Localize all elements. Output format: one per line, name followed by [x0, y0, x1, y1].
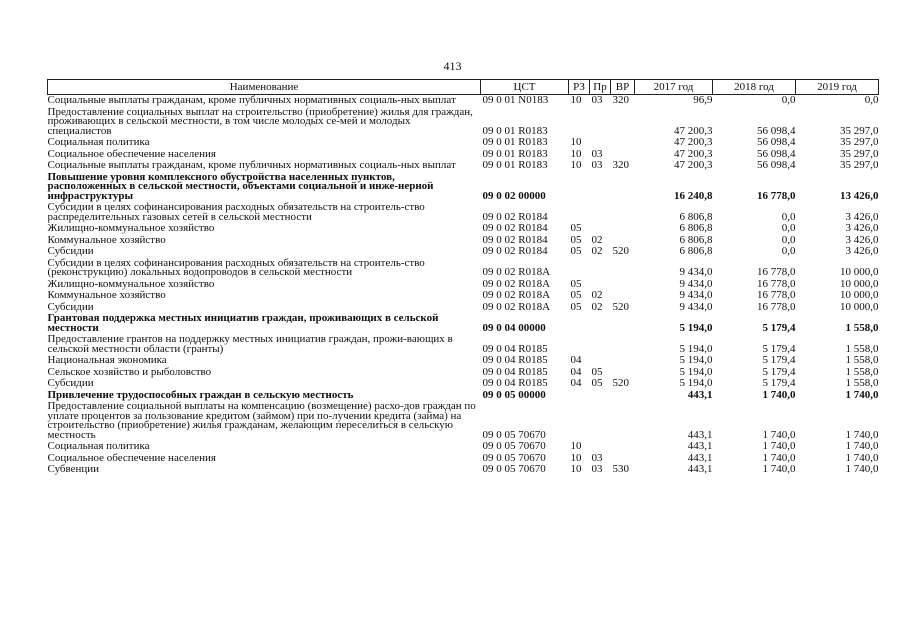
row-2019: 35 297,0 [840, 124, 879, 137]
row-pr: 03 [591, 147, 603, 160]
row-pr: 05 [591, 365, 603, 378]
row-2019: 1 740,0 [845, 451, 879, 464]
row-2019: 3 426,0 [845, 210, 879, 223]
row-pr [590, 258, 611, 279]
row-cst: 09 0 04 R0185 [482, 365, 548, 378]
row-2017: 443,1 [687, 463, 713, 475]
row-2019: 1 558,0 [845, 365, 879, 378]
row-pr [590, 172, 611, 203]
row-pr: 03 [591, 451, 603, 464]
row-2017: 9 434,0 [679, 266, 713, 278]
row-2017: 5 194,0 [679, 342, 713, 355]
row-name: Субсидии в целях софинансирования расходных обязательств на строитель-ство (реконструкцию) локальных водопроводов в сельской местности [47, 256, 425, 278]
row-cst: 09 0 01 R0183 [482, 159, 548, 171]
row-2018: 16 778,0 [757, 266, 796, 278]
row-2017: 443,1 [687, 388, 713, 401]
row-2017: 5 194,0 [679, 354, 713, 366]
row-2018: 1 740,0 [762, 428, 796, 441]
table-row [48, 95, 879, 107]
row-2019: 3 426,0 [845, 222, 879, 234]
row-vr [611, 107, 635, 138]
budget-table [47, 79, 879, 476]
row-2019: 35 297,0 [840, 136, 879, 148]
row-2018: 0,0 [781, 210, 796, 223]
row-vr [611, 313, 635, 334]
table-row [48, 313, 879, 334]
row-2017: 6 806,8 [679, 245, 713, 257]
row-name: Субсидии [47, 377, 94, 389]
row-cst: 09 0 02 R018A [482, 300, 551, 313]
row-2017: 9 434,0 [679, 289, 713, 301]
row-cst: 09 0 05 70670 [482, 451, 546, 464]
table-row [48, 258, 879, 279]
table-row [48, 107, 879, 138]
row-cst: 09 0 02 R018A [482, 289, 551, 301]
row-cst: 09 0 01 R0183 [482, 147, 548, 160]
row-name: Субсидии [47, 245, 94, 257]
table-row [48, 334, 879, 355]
row-cst: 09 0 02 R0184 [482, 222, 548, 234]
row-2019: 1 740,0 [845, 440, 879, 452]
row-2018: 0,0 [781, 94, 796, 106]
row-2019: 1 740,0 [845, 428, 879, 441]
row-2019: 1 558,0 [845, 354, 879, 366]
row-rz [569, 334, 590, 355]
row-2018: 1 740,0 [762, 463, 796, 475]
table-row [48, 235, 879, 247]
table-header-row [48, 80, 879, 95]
table-row [48, 202, 879, 223]
row-2017: 6 806,8 [679, 210, 713, 223]
row-2019: 3 426,0 [845, 245, 879, 257]
row-rz: 05 [570, 245, 582, 257]
header-pr: Пр [590, 80, 611, 95]
row-name: Субвенции [47, 463, 100, 475]
row-vr [611, 172, 635, 203]
table-row [48, 367, 879, 379]
row-vr: 520 [612, 245, 629, 257]
row-pr: 03 [591, 94, 603, 106]
row-rz: 05 [570, 222, 582, 234]
header-2018: 2018 год [713, 80, 796, 95]
row-2018: 5 179,4 [762, 377, 796, 389]
row-pr [590, 107, 611, 138]
row-cst: 09 0 05 70670 [482, 440, 546, 452]
row-rz: 10 [570, 463, 582, 475]
header-2017: 2017 год [635, 80, 713, 95]
page-number: 413 [443, 59, 462, 73]
row-rz: 04 [570, 365, 582, 378]
header-cst: ЦСТ [481, 80, 569, 95]
row-name: Сельское хозяйство и рыболовство [47, 365, 212, 378]
row-2018: 0,0 [781, 233, 796, 246]
row-2018: 1 740,0 [762, 451, 796, 464]
row-pr [590, 223, 611, 235]
row-2018: 0,0 [781, 222, 796, 234]
row-name: Коммунальное хозяйство [47, 289, 166, 301]
row-cst: 09 0 05 70670 [482, 463, 546, 475]
header-rz: РЗ [569, 80, 590, 95]
table-row [48, 464, 879, 476]
row-2018: 0,0 [781, 245, 796, 257]
row-vr [611, 279, 635, 291]
row-vr: 520 [612, 300, 629, 313]
row-name: Коммунальное хозяйство [47, 233, 166, 246]
row-2018: 56 098,4 [757, 124, 796, 137]
row-vr [611, 441, 635, 453]
row-2019: 10 000,0 [840, 300, 879, 313]
header-2019: 2019 год [796, 80, 879, 95]
table-row [48, 223, 879, 235]
row-cst: 09 0 01 R0183 [482, 124, 548, 137]
table-row [48, 378, 879, 390]
header-vr: ВР [611, 80, 635, 95]
row-2017: 5 194,0 [679, 365, 713, 378]
row-cst: 09 0 05 00000 [482, 388, 546, 401]
row-pr [590, 390, 611, 402]
row-2017: 96,9 [693, 94, 713, 106]
row-2019: 10 000,0 [840, 277, 879, 290]
row-name: Привлечение трудоспособных граждан в сельскую местность [47, 388, 354, 401]
row-2019: 10 000,0 [840, 289, 879, 301]
row-name: Предоставление грантов на поддержку местных инициатив граждан, прожи-вающих в сельской местности области (гранты) [47, 333, 453, 355]
row-2018: 5 179,4 [762, 321, 796, 334]
row-name: Социальная политика [47, 440, 150, 452]
row-pr [590, 441, 611, 453]
row-2019: 1 740,0 [845, 388, 879, 401]
row-name: Повышение уровня комплексного обустройства населенных пунктов, расположенных в сельской местности, объектами социальной и инже-нерной инфраструктуры [47, 170, 434, 202]
row-name: Субсидии [47, 300, 94, 313]
row-pr [590, 401, 611, 441]
row-cst: 09 0 02 R0184 [482, 245, 548, 257]
row-pr: 02 [591, 300, 603, 313]
row-2019: 35 297,0 [840, 159, 879, 171]
row-pr: 02 [591, 289, 603, 301]
row-rz [569, 172, 590, 203]
row-cst: 09 0 02 R0184 [482, 233, 548, 246]
row-2017: 9 434,0 [679, 300, 713, 313]
row-pr: 05 [591, 377, 603, 389]
row-2019: 3 426,0 [845, 233, 879, 246]
table-row [48, 279, 879, 291]
row-cst: 09 0 01 R0183 [482, 136, 548, 148]
row-2019: 1 740,0 [845, 463, 879, 475]
row-rz: 10 [570, 451, 582, 464]
row-2017: 443,1 [687, 451, 713, 464]
table-row [48, 246, 879, 258]
row-2017: 47 200,3 [674, 136, 713, 148]
row-rz: 04 [570, 354, 582, 366]
row-2017: 16 240,8 [674, 189, 713, 202]
row-vr: 530 [612, 463, 629, 475]
row-vr: 520 [612, 377, 629, 389]
row-2017: 9 434,0 [679, 277, 713, 290]
row-name: Национальная экономика [47, 354, 167, 366]
row-2018: 1 740,0 [762, 440, 796, 452]
row-2017: 47 200,3 [674, 159, 713, 171]
row-rz: 10 [570, 147, 582, 160]
row-rz: 10 [570, 440, 582, 452]
row-cst: 09 0 01 N0183 [482, 94, 549, 106]
row-rz: 04 [570, 377, 582, 389]
row-2017: 47 200,3 [674, 124, 713, 137]
row-name: Социальное обеспечение населения [47, 147, 216, 160]
row-name: Социальные выплаты гражданам, кроме публичных нормативных социаль-ных выплат [47, 94, 456, 106]
row-2018: 16 778,0 [757, 277, 796, 290]
row-2018: 16 778,0 [757, 189, 796, 202]
row-name: Жилищно-коммунальное хозяйство [47, 222, 215, 234]
row-2017: 5 194,0 [679, 377, 713, 389]
row-name: Социальные выплаты гражданам, кроме публичных нормативных социаль-ных выплат [47, 159, 456, 171]
table-row [48, 453, 879, 465]
table-row [48, 290, 879, 302]
row-pr: 03 [591, 159, 603, 171]
row-rz: 05 [570, 289, 582, 301]
row-pr [590, 313, 611, 334]
row-2017: 443,1 [687, 428, 713, 441]
row-2019: 1 558,0 [845, 342, 879, 355]
row-2017: 6 806,8 [679, 233, 713, 246]
row-rz [569, 390, 590, 402]
row-pr: 02 [591, 245, 603, 257]
row-vr [611, 390, 635, 402]
row-2019: 10 000,0 [840, 266, 879, 278]
row-rz: 10 [570, 159, 582, 171]
row-cst: 09 0 04 R0185 [482, 342, 548, 355]
row-vr [611, 290, 635, 302]
row-vr [611, 223, 635, 235]
row-rz: 05 [570, 277, 582, 290]
row-2017: 443,1 [687, 440, 713, 452]
row-pr: 02 [591, 233, 603, 246]
row-cst: 09 0 02 00000 [482, 189, 546, 202]
row-name: Предоставление социальной выплаты на компенсацию (возмещение) расхо-дов граждан по уплате процентов за пользование кредитом (займом) при по-лучении кредита (займа) на строительство (приобретение) жилья гражданам, желающим переселиться в сельскую местность [47, 400, 476, 441]
row-rz: 10 [570, 136, 582, 148]
row-2019: 35 297,0 [840, 147, 879, 160]
row-name: Грантовая поддержка местных инициатив граждан, проживающих в сельской местности [47, 312, 439, 334]
row-cst: 09 0 04 R0185 [482, 354, 548, 366]
table-row [48, 355, 879, 367]
row-name: Социальная политика [47, 136, 150, 148]
row-cst: 09 0 05 70670 [482, 428, 546, 441]
row-cst: 09 0 02 R018A [482, 277, 551, 290]
row-2019: 1 558,0 [845, 377, 879, 389]
row-2018: 16 778,0 [757, 300, 796, 313]
row-2019: 1 558,0 [845, 321, 879, 334]
row-2018: 5 179,4 [762, 342, 796, 355]
row-vr [611, 334, 635, 355]
row-name: Жилищно-коммунальное хозяйство [47, 277, 215, 290]
row-rz: 05 [570, 300, 582, 313]
row-vr [611, 202, 635, 223]
row-pr [590, 334, 611, 355]
row-rz: 10 [570, 94, 582, 106]
row-vr: 320 [612, 94, 629, 106]
row-name: Социальное обеспечение населения [47, 451, 216, 464]
row-rz [569, 202, 590, 223]
row-rz [569, 313, 590, 334]
row-name: Субсидии в целях софинансирования расходных обязательств на строитель-ство распределительных газовых сетей в сельской местности [47, 201, 425, 223]
row-2017: 6 806,8 [679, 222, 713, 234]
row-2018: 16 778,0 [757, 289, 796, 301]
row-vr [611, 137, 635, 149]
row-2018: 1 740,0 [762, 388, 796, 401]
row-2017: 47 200,3 [674, 147, 713, 160]
row-rz [569, 401, 590, 441]
row-rz [569, 258, 590, 279]
row-2018: 56 098,4 [757, 159, 796, 171]
row-vr [611, 355, 635, 367]
row-2018: 56 098,4 [757, 136, 796, 148]
row-rz [569, 107, 590, 138]
table-row [48, 137, 879, 149]
row-2017: 5 194,0 [679, 321, 713, 334]
header-name: Наименование [48, 80, 481, 95]
row-2018: 5 179,4 [762, 365, 796, 378]
row-cst: 09 0 04 R0185 [482, 377, 548, 389]
row-2019: 13 426,0 [840, 189, 879, 202]
row-2019: 0,0 [864, 94, 879, 106]
row-pr [590, 202, 611, 223]
row-name: Предоставление социальных выплат на строительство (приобретение) жилья для граждан, проживающих в сельской местности, в том числе молодых се-мей и молодых специалистов [47, 105, 473, 137]
table-row [48, 441, 879, 453]
table-row [48, 401, 879, 441]
row-pr: 03 [591, 463, 603, 475]
row-rz: 05 [570, 233, 582, 246]
row-2018: 5 179,4 [762, 354, 796, 366]
row-vr: 320 [612, 159, 629, 171]
row-2018: 56 098,4 [757, 147, 796, 160]
row-pr [590, 355, 611, 367]
row-pr [590, 137, 611, 149]
row-cst: 09 0 02 R018A [482, 266, 551, 278]
table-row [48, 172, 879, 203]
table-row [48, 160, 879, 172]
row-vr [611, 258, 635, 279]
row-cst: 09 0 02 R0184 [482, 210, 548, 223]
row-cst: 09 0 04 00000 [482, 321, 546, 334]
row-vr [611, 401, 635, 441]
